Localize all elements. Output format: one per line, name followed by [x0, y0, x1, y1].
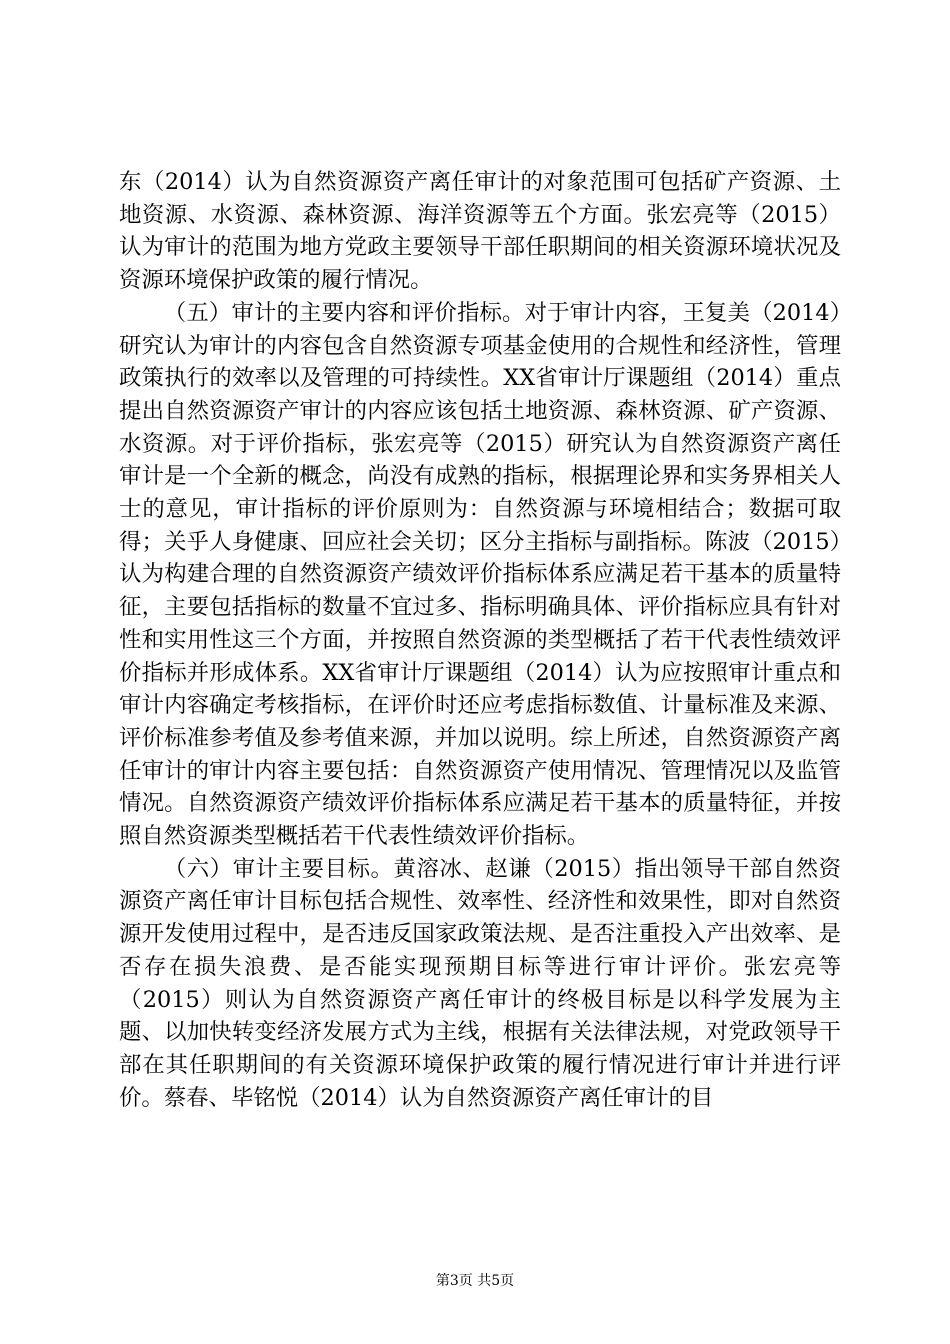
paragraph-3: （六）审计主要目标。黄溶冰、赵谦（2015）指出领导干部自然资源资产离任审计目标包括合规性、效率性、经济性和效果性，即对自然资源开发使用过程中，是否违反国家政策法规、是否注重投入产出效率、是否存在损失浪费、是否能实现预期目标等进行审计评价。张宏亮等（2015）则认为自然资源资产离任审计的终极目标是以科学发展为主题、以加快转变经济发展方式为主线，根据有关法律法规，对党政领导干部在其任职期间的有关资源环境保护政策的履行情况进行审计并进行评价。蔡春、毕铭悦（2014）认为自然资源资产离任审计的目: [119, 855, 841, 1111]
page-number-footer: 第3页 共5页: [435, 1273, 515, 1289]
paragraph-1: 东（2014）认为自然资源资产离任审计的对象范围可包括矿产资源、土地资源、水资源、森林资源、海洋资源等五个方面。张宏亮等（2015）认为审计的范围为地方党政主要领导干部任职期间的相关资源环境状况及资源环境保护政策的履行情况。: [119, 169, 841, 294]
paragraph-2: （五）审计的主要内容和评价指标。对于审计内容，王复美（2014）研究认为审计的内容包含自然资源专项基金使用的合规性和经济性，管理政策执行的效率以及管理的可持续性。XX省审计厅课题组（2014）重点提出自然资源资产审计的内容应该包括土地资源、森林资源、矿产资源、水资源。对于评价指标，张宏亮等（2015）研究认为自然资源资产离任审计是一个全新的概念，尚没有成熟的指标，根据理论界和实务界相关人士的意见，审计指标的评价原则为：自然资源与环境相结合；数据可取得；关乎人身健康、回应社会关切；区分主指标与副指标。陈波（2015）认为构建合理的自然资源资产绩效评价指标体系应满足若干基本的质量特征，主要包括指标的数量不宜过多、指标明确具体、评价指标应具有针对性和实用性这三个方面，并按照自然资源的类型概括了若干代表性绩效评价指标并形成体系。XX省审计厅课题组（2014）认为应按照审计重点和审计内容确定考核指标，在评价时还应考虑指标数值、计量标准及来源、评价标准参考值及参考值来源，并加以说明。综上所述，自然资源资产离任审计的审计内容主要包括：自然资源资产使用情况、管理情况以及监管情况。自然资源资产绩效评价指标体系应满足若干基本的质量特征，并按照自然资源类型概括若干代表性绩效评价指标。: [119, 299, 841, 850]
document-body: [119, 166, 841, 1114]
